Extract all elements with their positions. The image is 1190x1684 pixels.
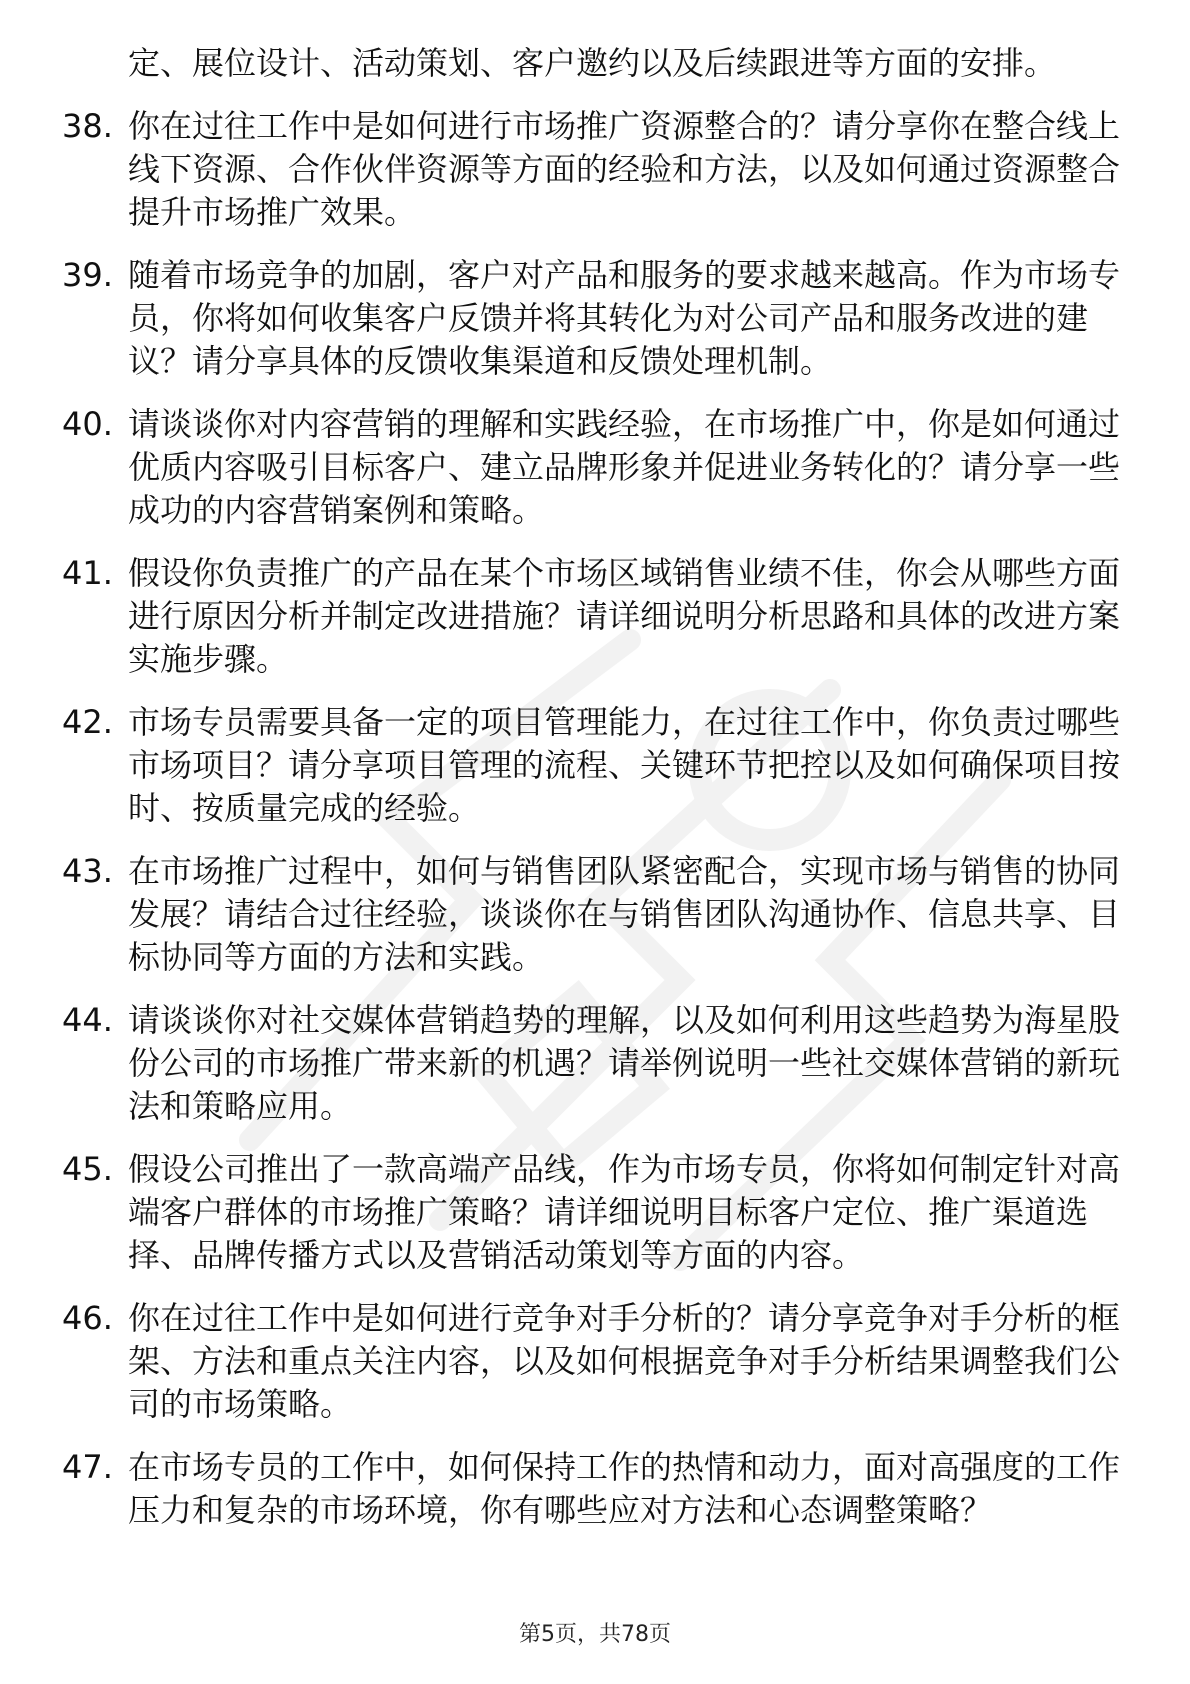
question-text: 随着市场竞争的加剧，客户对产品和服务的要求越来越高。作为市场专员，你将如何收集客户反馈并将其转化为对公司产品和服务改进的建议？请分享具体的反馈收集渠道和反馈处理机制。 — [128, 256, 1121, 380]
question-list — [62, 42, 1122, 1552]
question-item — [62, 254, 1122, 383]
question-number: 45. — [62, 1150, 113, 1188]
question-text: 在市场专员的工作中，如何保持工作的热情和动力，面对高强度的工作压力和复杂的市场环境，你有哪些应对方法和心态调整策略？ — [128, 1448, 1121, 1529]
question-item — [62, 552, 1122, 681]
question-number: 44. — [62, 1001, 113, 1039]
continued-question-text: 定、展位设计、活动策划、客户邀约以及后续跟进等方面的安排。 — [128, 44, 1057, 82]
question-number: 41. — [62, 554, 113, 592]
question-text: 假设公司推出了一款高端产品线，作为市场专员，你将如何制定针对高端客户群体的市场推广策略？请详细说明目标客户定位、推广渠道选择、品牌传播方式以及营销活动策划等方面的内容。 — [128, 1150, 1121, 1274]
question-item — [62, 1148, 1122, 1277]
question-item — [62, 850, 1122, 979]
question-item — [62, 701, 1122, 830]
question-item — [62, 999, 1122, 1128]
question-text: 你在过往工作中是如何进行市场推广资源整合的？请分享你在整合线上线下资源、合作伙伴资源等方面的经验和方法，以及如何通过资源整合提升市场推广效果。 — [128, 107, 1121, 231]
question-text: 请谈谈你对社交媒体营销趋势的理解，以及如何利用这些趋势为海星股份公司的市场推广带来新的机遇？请举例说明一些社交媒体营销的新玩法和策略应用。 — [128, 1001, 1121, 1125]
question-number: 40. — [62, 405, 113, 443]
page-number: 第5页，共78页 — [519, 1622, 671, 1647]
question-text: 你在过往工作中是如何进行竞争对手分析的？请分享竞争对手分析的框架、方法和重点关注内容，以及如何根据竞争对手分析结果调整我们公司的市场策略。 — [128, 1299, 1121, 1423]
question-item — [62, 1446, 1122, 1532]
question-number: 43. — [62, 852, 113, 890]
question-number: 46. — [62, 1299, 113, 1337]
question-text: 在市场推广过程中，如何与销售团队紧密配合，实现市场与销售的协同发展？请结合过往经验，谈谈你在与销售团队沟通协作、信息共享、目标协同等方面的方法和实践。 — [128, 852, 1121, 976]
question-number: 39. — [62, 256, 113, 294]
question-number: 38. — [62, 107, 113, 145]
question-item — [62, 105, 1122, 234]
question-number: 47. — [62, 1448, 113, 1486]
question-text: 假设你负责推广的产品在某个市场区域销售业绩不佳，你会从哪些方面进行原因分析并制定改进措施？请详细说明分析思路和具体的改进方案实施步骤。 — [128, 554, 1121, 678]
question-item — [62, 1297, 1122, 1426]
question-number: 42. — [62, 703, 113, 741]
question-text: 请谈谈你对内容营销的理解和实践经验，在市场推广中，你是如何通过优质内容吸引目标客户、建立品牌形象并促进业务转化的？请分享一些成功的内容营销案例和策略。 — [128, 405, 1121, 529]
question-text: 市场专员需要具备一定的项目管理能力，在过往工作中，你负责过哪些市场项目？请分享项目管理的流程、关键环节把控以及如何确保项目按时、按质量完成的经验。 — [128, 703, 1121, 827]
question-item — [62, 403, 1122, 532]
